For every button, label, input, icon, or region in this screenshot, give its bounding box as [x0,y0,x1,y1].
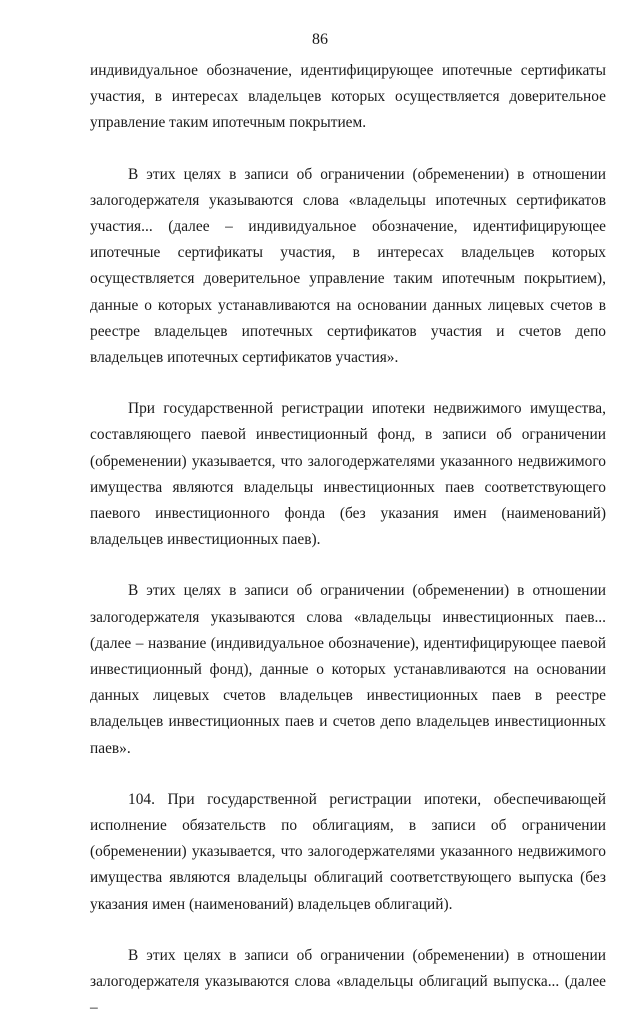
paragraph: В этих целях в записи об ограничении (обременении) в отношении залогодержателя указываются слова «владельцы ипотечных сертификатов участия... (далее – индивидуальное обозначение, идентифицирующее ипотечные сертификаты участия, в интересах владельцев которых осуществляется доверительное управление таким ипотечным покрытием), данные о которых устанавливаются на основании данных лицевых счетов в реестре владельцев ипотечных сертификатов участия и счетов депо владельцев ипотечных сертификатов участия». [90,165,606,367]
paragraph: В этих целях в записи об ограничении (обременении) в отношении залогодержателя указываются слова «владельцы облигаций выпуска... (далее – [90,946,606,1017]
paragraph: При государственной регистрации ипотеки недвижимого имущества, составляющего паевой инвестиционный фонд, в записи об ограничении (обременении) указывается, что залогодержателями указанного недвижимого имущества являются владельцы инвестиционных паев соответствующего паевого инвестиционного фонда (без указания имен (наименований) владельцев инвестиционных паев). [90,400,606,549]
paragraph-104: 104. При государственной регистрации ипотеки, обеспечивающей исполнение обязательств по облигациям, в записи об ограничении (обременении) указывается, что залогодержателями указанного недвижимого имущества являются владельцы облигаций соответствующего выпуска (без указания имен (наименований) владельцев облигаций). [90,790,606,913]
document-body [90,58,606,1022]
page-number: 86 [312,31,328,48]
paragraph: В этих целях в записи об ограничении (обременении) в отношении залогодержателя указываются слова «владельцы инвестиционных паев... (далее – название (индивидуальное обозначение), идентифицирующее паевой инвестиционный фонд), данные о которых устанавливаются на основании данных лицевых счетов владельцев инвестиционных паев в реестре владельцев инвестиционных паев и счетов депо владельцев инвестиционных паев». [90,582,606,757]
paragraph-continuation: индивидуальное обозначение, идентифицирующее ипотечные сертификаты участия, в интересах владельцев которых осуществляется доверительное управление таким ипотечным покрытием. [90,62,606,132]
